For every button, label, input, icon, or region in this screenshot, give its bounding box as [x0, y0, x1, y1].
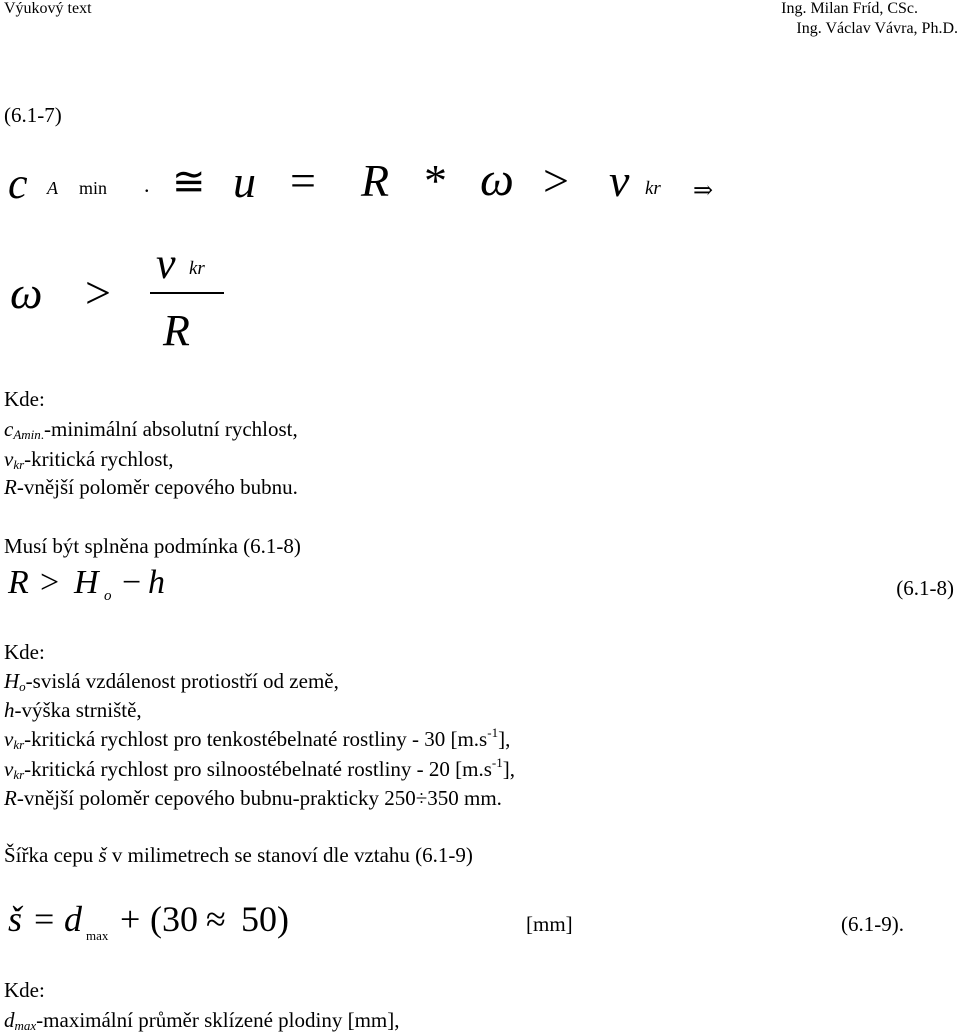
width-intro: Šířka cepu š v milimetrech se stanoví dle vztahu (6.1-9) — [4, 843, 473, 867]
condition-intro: Musí být splněna podmínka (6.1-8) — [4, 534, 301, 558]
cond-gt: > — [40, 564, 60, 601]
header-left: Výukový text — [4, 0, 92, 17]
eq-u: u — [233, 156, 256, 207]
ineq-omega: ω — [10, 267, 43, 318]
ineq-numerator-kr: kr — [189, 258, 205, 279]
eq9-max: max — [86, 928, 109, 943]
eq-sub-a: A — [47, 178, 58, 198]
eq9-open: (30 — [150, 899, 198, 939]
fraction-line — [150, 292, 224, 294]
eq-equals: = — [290, 155, 316, 206]
cond-h-lower: h — [148, 564, 165, 601]
legend-2-line-3: $v_{kr}$-kritická rychlost pro tenkostébelnaté rostliny - 30 $[m.s^{-1}]$, — [4, 725, 511, 752]
eq-sub-min: min — [79, 178, 108, 198]
legend-3-line-1: $d_{max}$-maximální průměr sklízené plodiny [mm], — [4, 1008, 400, 1033]
eq9-close: 50) — [241, 899, 289, 939]
eq9-equals: = — [34, 899, 55, 939]
cond-label: (6.1-8) — [896, 576, 954, 600]
legend-2-line-5: R-vnější poloměr cepového bubnu-prakticky 250÷350 mm. — [4, 786, 502, 810]
legend-2-line-1: $H_o$-svislá vzdálenost protiostří od země, — [4, 669, 339, 694]
eq-kr: kr — [645, 178, 661, 199]
eq9-s: š — [8, 899, 23, 939]
eq9-unit: [mm] — [526, 912, 573, 936]
eq9-label: (6.1-9). — [841, 912, 904, 936]
ineq-gt: > — [85, 267, 111, 318]
legend-2-kde: Kde: — [4, 640, 45, 664]
header-author-1: Ing. Milan Fríd, CSc. — [781, 0, 918, 17]
eq9-approx: ≈ — [206, 899, 226, 939]
legend-1-line-3: R-vnější poloměr cepového bubnu. — [4, 475, 298, 499]
legend-1-line-2: $v_{kr}$-kritická rychlost, — [4, 447, 174, 472]
eq-r: R — [361, 155, 390, 206]
eq-dot: . — [144, 172, 150, 197]
eq-6-1-7-label: (6.1-7) — [4, 103, 62, 127]
cond-o: o — [104, 588, 112, 604]
ineq-denominator: R — [163, 306, 190, 355]
eq-v: v — [609, 155, 630, 206]
legend-1-line-1: $c_{Amin.}$-minimální absolutní rychlost, — [4, 417, 298, 442]
legend-2-line-4: $v_{kr}$-kritická rychlost pro silnoostébelnaté rostliny - 20 $[m.s^{-1}]$, — [4, 755, 516, 782]
legend-2-line-2: h-výška strniště, — [4, 698, 142, 722]
legend-1-kde: Kde: — [4, 387, 45, 411]
cond-r: R — [8, 564, 29, 601]
eq9-d: d — [64, 899, 82, 939]
cond-h-upper: H — [74, 564, 99, 601]
ineq-numerator-v: v — [156, 239, 176, 288]
eq-c: c — [8, 159, 28, 208]
eq-star: * — [424, 155, 447, 206]
cond-minus: − — [122, 564, 142, 601]
legend-3-kde: Kde: — [4, 978, 45, 1002]
eq-omega: ω — [480, 153, 514, 206]
header-author-2: Ing. Václav Vávra, Ph.D. — [796, 20, 958, 37]
eq9-plus: + — [120, 899, 141, 939]
eq-gt: > — [543, 155, 569, 206]
eq-approx: ≅ — [172, 159, 206, 204]
implies-icon: ⇒ — [693, 178, 714, 204]
